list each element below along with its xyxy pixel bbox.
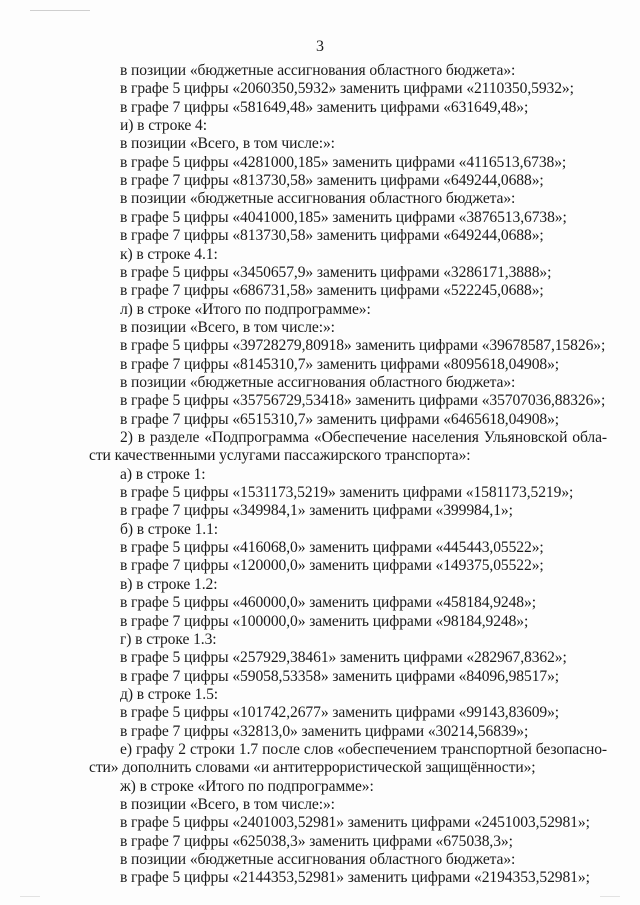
- text-line: б) в строке 1.1:: [120, 520, 219, 538]
- text-line: в графе 7 цифры «625038,3» заменить цифрами «675038,3»;: [120, 832, 513, 850]
- text-line: сти качественными услугами пассажирского транспорта»:: [89, 447, 471, 465]
- scan-artifact-bottom: [0, 896, 640, 897]
- text-line: в графе 5 цифры «2144353,52981» заменить цифрами «2194353,52981»;: [120, 869, 590, 887]
- text-line: в графе 7 цифры «8145310,7» заменить цифрами «8095618,04908»;: [120, 355, 560, 373]
- text-line: в графе 7 цифры «59058,53358» заменить цифрами «84096,98517»;: [120, 667, 560, 685]
- scan-artifact-mark: [30, 10, 90, 11]
- text-line: в графе 7 цифры «813730,58» заменить цифрами «649244,0688»;: [120, 172, 544, 190]
- text-line: в графе 5 цифры «3450657,9» заменить цифрами «3286171,3888»;: [120, 263, 552, 281]
- text-line: в графе 7 цифры «349984,1» заменить цифрами «399984,1»;: [120, 502, 513, 520]
- text-line: в позиции «Всего, в том числе:»:: [120, 135, 335, 153]
- text-line: в графе 5 цифры «2060350,5932» заменить цифрами «2110350,5932»;: [120, 80, 574, 98]
- text-line: в графе 5 цифры «257929,38461» заменить цифрами «282967,8362»;: [120, 649, 567, 667]
- text-line: в позиции «бюджетные ассигнования областного бюджета»:: [120, 373, 516, 391]
- text-line: в графе 7 цифры «686731,58» заменить цифрами «522245,0688»;: [120, 282, 544, 300]
- text-line: и) в строке 4:: [120, 117, 207, 135]
- text-line: 2) в разделе «Подпрограмма «Обеспечение населения Ульяновской обла-: [120, 429, 607, 446]
- text-line: а) в строке 1:: [120, 465, 206, 483]
- text-line: в графе 5 цифры «35756729,53418» заменить цифрами «35707036,88326»;: [120, 392, 606, 410]
- text-line: к) в строке 4.1:: [120, 245, 218, 263]
- text-line: л) в строке «Итого по подпрограмме»:: [120, 300, 371, 318]
- text-line: в графе 5 цифры «460000,0» заменить цифрами «458184,9248»;: [120, 594, 536, 612]
- text-line: сти» дополнить словами «и антитеррористической защищённости»;: [89, 759, 536, 777]
- text-line: д) в строке 1.5:: [120, 685, 219, 703]
- text-line: е) графу 2 строки 1.7 после слов «обеспечением транспортной безопасно-: [120, 740, 607, 758]
- text-line: в графе 5 цифры «2401003,52981» заменить цифрами «2451003,52981»;: [120, 814, 590, 832]
- text-line: в графе 5 цифры «416068,0» заменить цифрами «445443,05522»;: [120, 539, 544, 557]
- text-line: в графе 5 цифры «4281000,185» заменить цифрами «4116513,6738»;: [120, 153, 567, 171]
- text-line: в позиции «Всего, в том числе:»:: [120, 318, 335, 336]
- text-line: в графе 5 цифры «4041000,185» заменить цифрами «3876513,6738»;: [120, 208, 567, 226]
- text-line: в) в строке 1.2:: [120, 575, 218, 593]
- text-line: ж) в строке «Итого по подпрограмме»:: [120, 777, 374, 795]
- text-line: г) в строке 1.3:: [120, 630, 217, 648]
- text-line: в позиции «Всего, в том числе:»:: [120, 796, 335, 813]
- text-line: в графе 5 цифры «101742,2677» заменить цифрами «99143,83609»;: [120, 704, 560, 722]
- text-line: в графе 5 цифры «1531173,5219» заменить цифрами «1581173,5219»;: [120, 484, 574, 502]
- text-line: в графе 5 цифры «39728279,80918» заменить цифрами «39678587,15826»;: [120, 337, 606, 355]
- text-line: в позиции «бюджетные ассигнования областного бюджета»:: [120, 851, 516, 869]
- text-line: в позиции «бюджетные ассигнования областного бюджета»:: [120, 190, 516, 208]
- text-line: в графе 7 цифры «100000,0» заменить цифрами «98184,9248»;: [120, 612, 529, 630]
- text-line: в позиции «бюджетные ассигнования областного бюджета»:: [120, 62, 516, 79]
- page-number: 3: [316, 38, 324, 55]
- text-line: в графе 7 цифры «32813,0» заменить цифрами «30214,56839»;: [120, 722, 529, 740]
- text-line: в графе 7 цифры «6515310,7» заменить цифрами «6465618,04908»;: [120, 410, 560, 428]
- text-line: в графе 7 цифры «581649,48» заменить цифрами «631649,48»;: [120, 98, 529, 116]
- text-line: в графе 7 цифры «813730,58» заменить цифрами «649244,0688»;: [120, 227, 544, 245]
- text-line: в графе 7 цифры «120000,0» заменить цифрами «149375,05522»;: [120, 557, 544, 575]
